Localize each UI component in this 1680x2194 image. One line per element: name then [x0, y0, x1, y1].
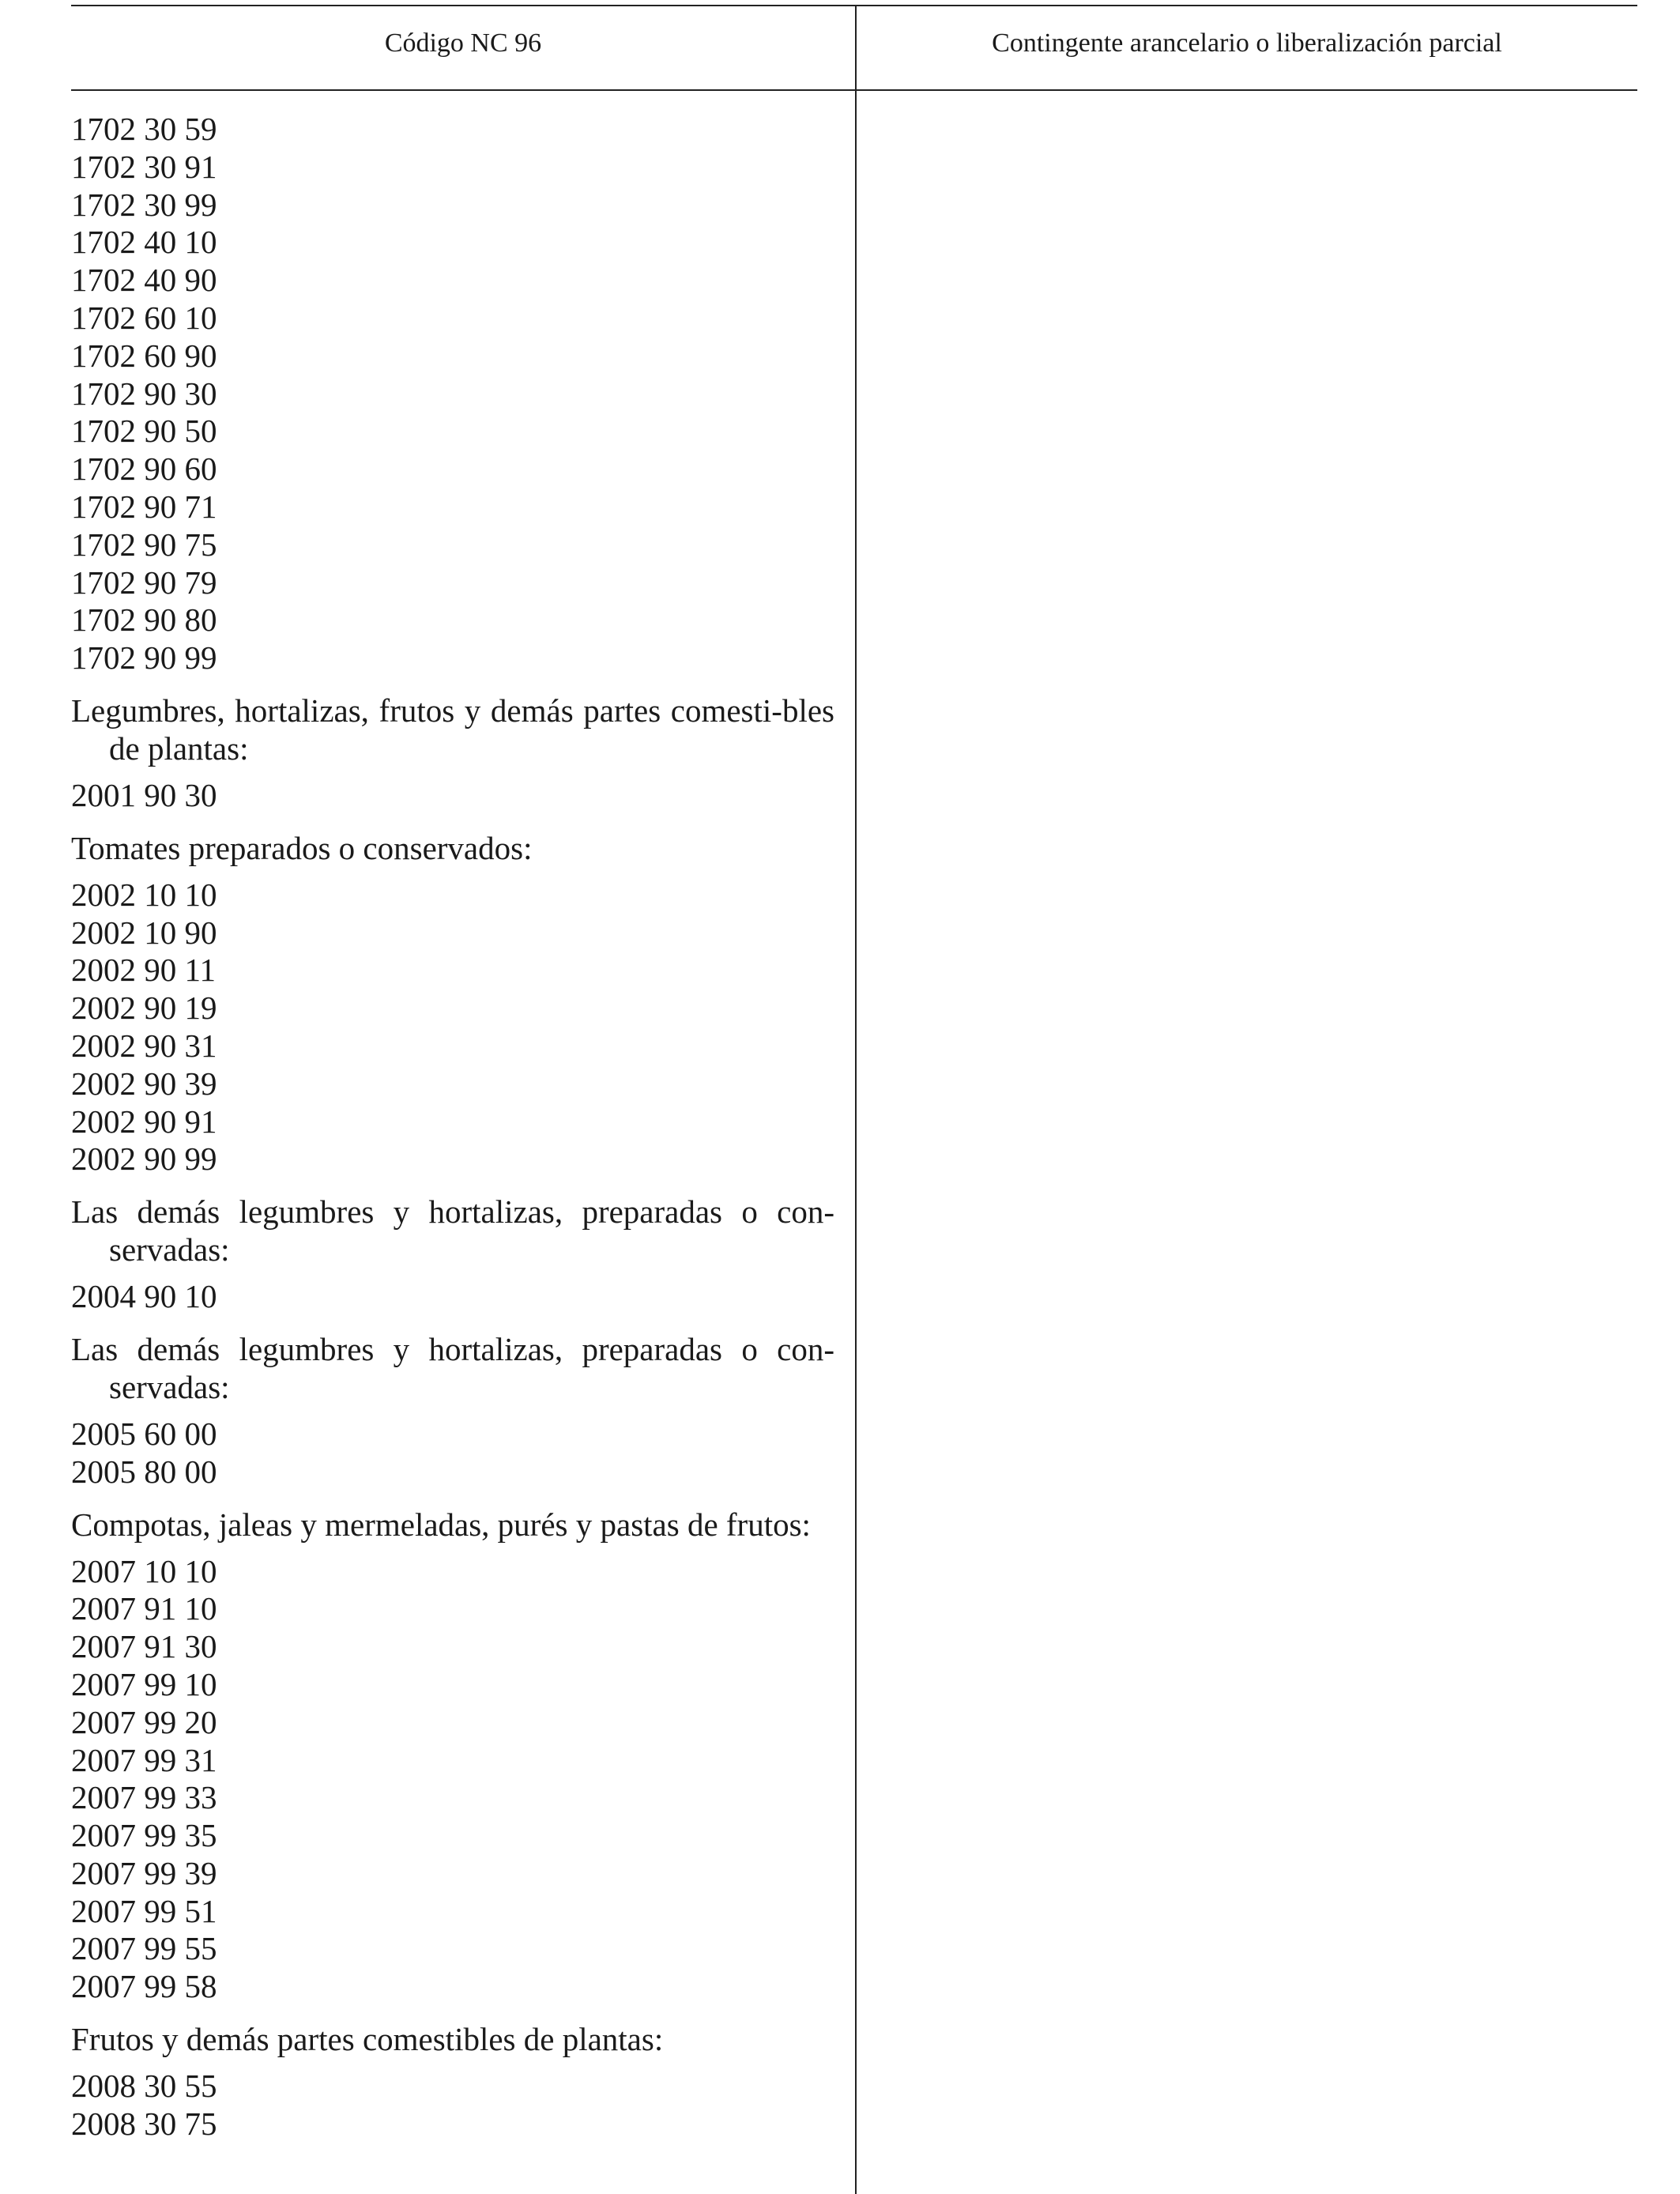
nc-code: 2007 99 39: [71, 1854, 217, 1891]
code-list: [71, 876, 834, 1178]
nc-code: 1702 90 99: [71, 639, 217, 677]
nc-code: 2007 99 55: [71, 1930, 217, 1967]
nc-code: 1702 60 10: [71, 299, 217, 336]
code-list: [71, 1278, 834, 1316]
nc-code: 2004 90 10: [71, 1278, 217, 1315]
code-group: [71, 692, 834, 815]
code-list: [71, 777, 834, 815]
code-column: [71, 111, 834, 2143]
code-group: [71, 1330, 834, 1491]
nc-code: 2002 90 91: [71, 1103, 217, 1140]
header-bottom-rule: [71, 89, 1637, 91]
code-group: [71, 1193, 834, 1316]
nc-code: 1702 90 50: [71, 413, 217, 450]
nc-code: 2002 90 19: [71, 990, 217, 1027]
nc-code: 2005 80 00: [71, 1453, 217, 1490]
nc-code: 2007 99 58: [71, 1968, 217, 2005]
code-list: [71, 2068, 834, 2143]
nc-code: 1702 30 59: [71, 111, 217, 147]
nc-code: 1702 90 30: [71, 375, 217, 412]
group-heading: Las demás legumbres y hortalizas, preparadas o con-servadas:: [71, 1330, 834, 1405]
group-heading: Las demás legumbres y hortalizas, preparadas o con-servadas:: [71, 1193, 834, 1269]
nc-code: 2002 90 39: [71, 1065, 217, 1102]
nc-code: 1702 90 75: [71, 526, 217, 563]
code-list: [71, 1416, 834, 1491]
nc-code: 1702 60 90: [71, 337, 217, 374]
code-list: [71, 1553, 834, 2007]
group-heading: Tomates preparados o conservados:: [71, 829, 533, 866]
nc-code: 2007 91 30: [71, 1628, 217, 1665]
nc-code: 2002 90 11: [71, 952, 216, 989]
nc-code: 2007 10 10: [71, 1552, 217, 1589]
group-heading: Frutos y demás partes comestibles de plantas:: [71, 2021, 664, 2058]
nc-code: 2001 90 30: [71, 776, 217, 813]
nc-code: 2008 30 75: [71, 2105, 217, 2142]
code-list: [71, 111, 834, 677]
nc-code: 2007 99 20: [71, 1703, 217, 1740]
header-codigo-nc: Código NC 96: [384, 28, 542, 58]
header-contingente: Contingente arancelario o liberalización parcial: [992, 28, 1502, 58]
nc-code: 2007 99 10: [71, 1665, 217, 1702]
nc-code: 2002 90 31: [71, 1027, 217, 1064]
nc-code: 2007 91 10: [71, 1590, 217, 1627]
code-group: [71, 829, 834, 1178]
nc-code: 1702 40 90: [71, 262, 217, 299]
table-top-rule: [71, 5, 1637, 6]
nc-code: 1702 90 60: [71, 450, 217, 488]
nc-code: 1702 90 79: [71, 564, 217, 601]
nc-code: 2007 99 35: [71, 1817, 217, 1854]
nc-code: 2007 99 33: [71, 1779, 217, 1816]
nc-code: 2002 10 10: [71, 876, 217, 913]
nc-code: 2007 99 31: [71, 1741, 217, 1778]
nc-code: 1702 30 91: [71, 148, 217, 185]
code-group: [71, 2020, 834, 2143]
nc-code: 2007 99 51: [71, 1892, 217, 1929]
nc-code: 2002 90 99: [71, 1140, 217, 1178]
nc-code: 1702 90 80: [71, 601, 217, 639]
nc-code: 2008 30 55: [71, 2068, 217, 2105]
nc-code: 2002 10 90: [71, 914, 217, 951]
column-divider: [855, 5, 857, 2194]
nc-code: 1702 90 71: [71, 488, 217, 525]
group-heading: Legumbres, hortalizas, frutos y demás partes comesti-bles de plantas:: [71, 692, 834, 767]
code-group: [71, 111, 834, 677]
group-heading: Compotas, jaleas y mermeladas, purés y pastas de frutos:: [71, 1506, 811, 1543]
nc-code: 1702 30 99: [71, 186, 217, 223]
nc-code: 1702 40 10: [71, 224, 217, 261]
nc-code: 2005 60 00: [71, 1415, 217, 1452]
code-group: [71, 1506, 834, 2007]
